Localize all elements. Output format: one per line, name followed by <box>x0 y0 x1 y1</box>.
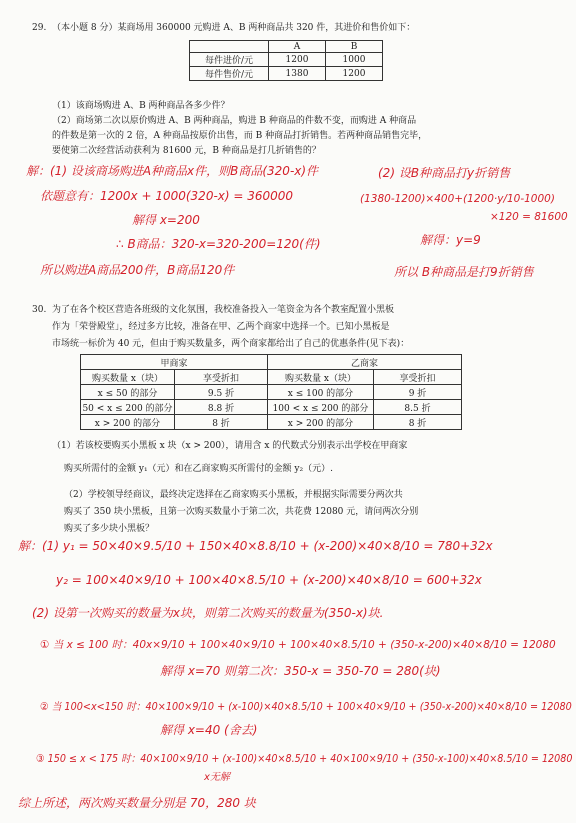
q29-stem: （本小题 8 分）某商场用 360000 元购进 A、B 两种商品共 320 件，其进价和售价如下： <box>52 23 416 33</box>
table-cell <box>190 41 269 53</box>
q30-number: 30. <box>32 305 47 315</box>
table-cell: 8 折 <box>374 415 462 430</box>
q29-answer-line2: 依题意有：1200x + 1000(320-x) = 360000 <box>40 189 294 203</box>
table-row <box>81 385 462 400</box>
table-cell: 享受折扣 <box>175 370 268 385</box>
q30-answer-line4: ① 当 x ≤ 100 时：40x×9/10 + 100×40×9/10 + 100×40×8.5/10 + (350-x-200)×40×8/10 = 12080 <box>40 639 556 651</box>
table-cell: 每件售价/元 <box>190 67 269 81</box>
table-cell: 1200 <box>269 53 326 67</box>
q30-discount-table <box>80 354 462 430</box>
table-cell: 1000 <box>326 53 383 67</box>
table-cell: 甲商家 <box>81 355 268 370</box>
table-row <box>81 355 462 370</box>
q30-answer-line9: 综上所述，两次购买数量分别是 70，280 块 <box>18 796 256 810</box>
q30-part2-line3: 购买了多少块小黑板？ <box>64 524 155 534</box>
table-cell: 乙商家 <box>268 355 462 370</box>
q30-part1-line2: 购买所需付的金额 y₁（元）和在乙商家购买所需付的金额 y₂（元）. <box>64 464 333 474</box>
table-cell: 购买数量 x（块） <box>81 370 175 385</box>
table-cell: 100 < x ≤ 200 的部分 <box>268 400 374 415</box>
table-cell: A <box>269 41 326 53</box>
q30-stem-line3: 市场统一标价为 40 元，但由于购买数量多，两个商家都给出了自己的优惠条件(见下表)： <box>52 339 410 349</box>
q29-answer-part2-line1: (2) 设B种商品打y折销售 <box>378 166 511 180</box>
q30-answer-line3: (2) 设第一次购买的数量为x块，则第二次购买的数量为(350-x)块. <box>32 606 384 620</box>
table-cell: 9.5 折 <box>175 385 268 400</box>
q29-price-table <box>189 40 383 81</box>
q29-answer-line4: ∴ B商品：320-x=320-200=120(件) <box>116 237 321 251</box>
q29-answer-part2-line4: 解得：y=9 <box>420 233 481 247</box>
table-cell: 8.8 折 <box>175 400 268 415</box>
q30-answer-line2: y₂ = 100×40×9/10 + 100×40×8.5/10 + (x-200)×40×8/10 = 600+32x <box>56 573 482 587</box>
q29-part2-line2: 的件数是第一次的 2 倍，A 种商品按原价出售，而 B 种商品打折销售。若两种商品销售完毕， <box>52 131 428 141</box>
q29-answer-line1: 解：(1) 设该商场购进A种商品x件，则B商品(320-x)件 <box>26 164 319 178</box>
q30-answer-line1: 解：(1) y₁ = 50×40×9.5/10 + 150×40×8.8/10 + (x-200)×40×8/10 = 780+32x <box>18 539 493 553</box>
table-cell: 9 折 <box>374 385 462 400</box>
q30-stem-line2: 作为「荣誉殿堂」，经过多方比较，准备在甲、乙两个商家中选择一个。已知小黑板是 <box>52 322 390 332</box>
q29-answer-line5: 所以购进A商品200件，B商品120件 <box>40 263 235 277</box>
q30-answer-line8: ③ 150 ≤ x < 175 时：40×100×9/10 + (x-100)×40×8.5/10 + 40×100×9/10 + (350-x-100)×40×8.5/10 = 12080 <box>36 753 573 765</box>
q30-answer-line5: 解得 x=70 则第二次：350-x = 350-70 = 280(块) <box>160 664 441 678</box>
q30-answer-line6: ② 当 100<x<150 时：40×100×9/10 + (x-100)×40×8.5/10 + 100×40×9/10 + (350-x-200)×40×8/10 = 12080 <box>40 701 572 713</box>
table-row <box>81 400 462 415</box>
table-cell: x > 200 的部分 <box>268 415 374 430</box>
table-cell: B <box>326 41 383 53</box>
q30-part1-line1: （1）若该校要购买小黑板 x 块（x > 200），请用含 x 的代数式分别表示出学校在甲商家 <box>52 441 408 451</box>
table-cell: x > 200 的部分 <box>81 415 175 430</box>
table-cell: 每件进价/元 <box>190 53 269 67</box>
q29-answer-part2-line3: ×120 = 81600 <box>490 211 568 223</box>
q29-answer-part2-line5: 所以 B种商品是打9折销售 <box>394 265 534 279</box>
q29-part1: （1）该商场购进 A、B 两种商品各多少件？ <box>52 101 230 111</box>
q29-answer-part2-line2: (1380-1200)×400+(1200·y/10-1000) <box>360 193 555 205</box>
q29-answer-line3: 解得 x=200 <box>132 213 200 227</box>
q30-part2-line2: 购买了 350 块小黑板，且第一次购买数量小于第二次，共花费 12080 元，请问两次分别 <box>64 507 419 517</box>
q30-answer-note: x无解 <box>204 772 230 783</box>
table-row <box>81 370 462 385</box>
q29-number: 29. <box>32 23 47 33</box>
table-cell: 购买数量 x（块） <box>268 370 374 385</box>
table-cell: x ≤ 100 的部分 <box>268 385 374 400</box>
table-row <box>190 67 383 81</box>
table-cell: 1200 <box>326 67 383 81</box>
q29-part2-line3: 要使第二次经营活动获利为 81600 元，B 种商品是打几折销售的？ <box>52 146 321 156</box>
table-cell: 50 < x ≤ 200 的部分 <box>81 400 175 415</box>
table-cell: x ≤ 50 的部分 <box>81 385 175 400</box>
q29-part2-line1: （2）商场第二次以原价购进 A、B 两种商品，购进 B 种商品的件数不变，而购进 A 种商品 <box>52 116 417 126</box>
table-row <box>190 53 383 67</box>
table-row <box>81 415 462 430</box>
table-cell: 享受折扣 <box>374 370 462 385</box>
table-cell: 8 折 <box>175 415 268 430</box>
q30-answer-line7: 解得 x=40 (舍去) <box>160 723 258 737</box>
table-row <box>190 41 383 53</box>
q30-stem-line1: 为了在各个校区营造各班级的文化氛围，我校准备投入一笔资金为各个教室配置小黑板 <box>52 305 395 315</box>
q30-part2-line1: （2）学校领导经商议，最终决定选择在乙商家购买小黑板，并根据实际需要分两次共 <box>64 490 403 500</box>
table-cell: 1380 <box>269 67 326 81</box>
table-cell: 8.5 折 <box>374 400 462 415</box>
